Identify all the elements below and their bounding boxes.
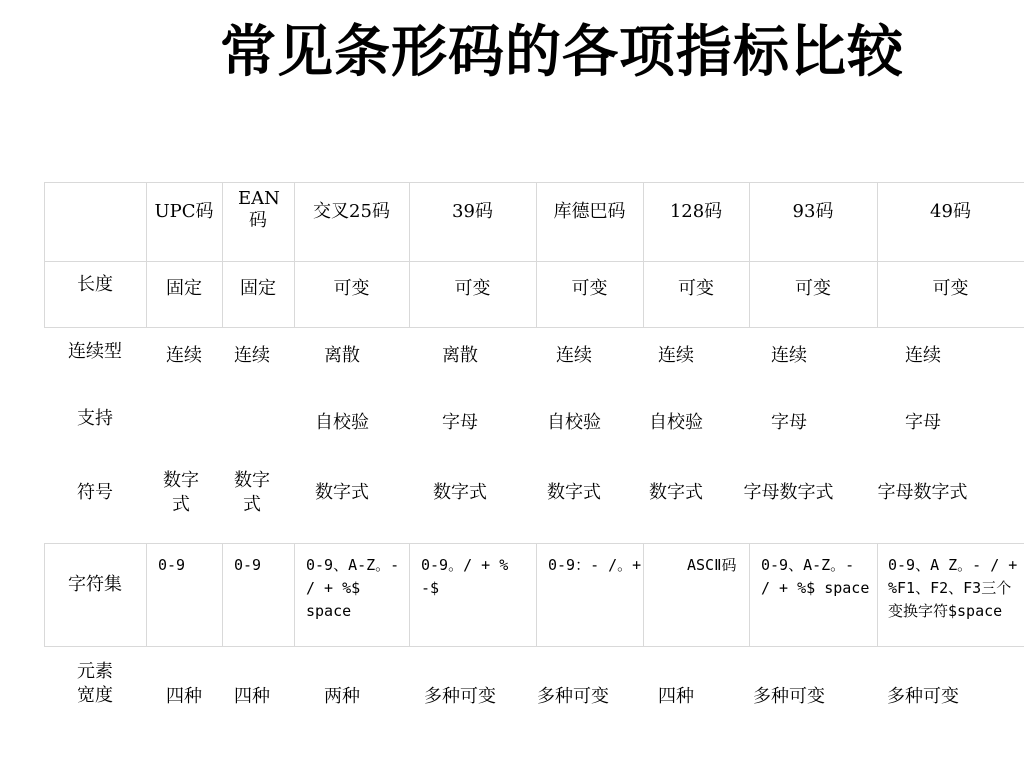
table-cell: 可变 [678, 278, 714, 299]
table-cell: 可变 [454, 278, 491, 299]
grid-line [44, 327, 1024, 328]
grid-line [409, 543, 410, 646]
table-cell: 0-9：- /。+ [548, 556, 642, 574]
grid-line [536, 543, 537, 646]
table-cell: 离散 [442, 345, 478, 366]
table-cell: 四种 [658, 686, 694, 707]
table-cell: ASCⅡ码 [687, 556, 737, 574]
table-cell: 可变 [932, 278, 969, 299]
table-cell: 数字式 [163, 470, 199, 515]
column-header: 93码 [792, 201, 834, 222]
table-cell: 连续 [166, 345, 202, 366]
table-cell: 自校验 [547, 412, 601, 433]
row-label: 支持 [77, 408, 113, 429]
table-cell: 连续 [771, 345, 807, 366]
table-cell: 固定 [240, 278, 276, 299]
grid-line [643, 543, 644, 646]
table-cell: 连续 [905, 345, 941, 366]
table-cell: 多种可变 [887, 686, 959, 707]
table-cell: 0-9。/ + % -$ [421, 556, 509, 597]
column-header: 49码 [930, 201, 971, 222]
column-header: 库德巴码 [553, 201, 626, 222]
table-cell: 0-9、A-Z。- / + %$ space [306, 556, 400, 620]
table-cell: 连续 [234, 345, 270, 366]
grid-line [294, 543, 295, 646]
table-cell: 四种 [234, 686, 270, 707]
column-header: 交叉25码 [313, 201, 390, 222]
grid-line [44, 646, 1024, 647]
table-cell: 字母 [442, 412, 478, 433]
table-cell: 字母数字式 [743, 482, 834, 503]
table-cell: 0-9 [234, 556, 262, 574]
row-label: 连续型 [68, 341, 122, 362]
table-cell: 离散 [324, 345, 360, 366]
table-cell: 字母 [905, 412, 941, 433]
row-label: 长度 [77, 274, 113, 295]
table-cell: 数字式 [649, 482, 703, 503]
column-header: UPC码 [154, 201, 214, 222]
row-label: 元素宽度 [77, 661, 113, 706]
table-cell: 自校验 [315, 412, 369, 433]
grid-line [146, 543, 147, 646]
table-cell: 字母 [771, 412, 807, 433]
table-cell: 连续 [658, 345, 694, 366]
table-cell: 字母数字式 [877, 482, 968, 503]
column-header: 128码 [669, 201, 723, 222]
table-cell: 可变 [571, 278, 608, 299]
table-cell: 数字式 [433, 482, 487, 503]
column-header: EAN码 [238, 188, 280, 231]
row-label: 字符集 [68, 574, 122, 595]
row-label: 符号 [77, 482, 113, 503]
grid-line [222, 543, 223, 646]
table-cell: 自校验 [649, 412, 703, 433]
table-cell: 0-9、A-Z。- / + %$ space [761, 556, 870, 597]
table-cell: 多种可变 [424, 686, 496, 707]
table-cell: 0-9 [158, 556, 186, 574]
grid-line [749, 543, 750, 646]
table-cell: 可变 [333, 278, 370, 299]
comparison-table [44, 182, 1024, 748]
table-cell: 连续 [556, 345, 592, 366]
column-header: 39码 [452, 201, 493, 222]
table-cell: 两种 [324, 686, 360, 707]
grid-line [877, 543, 878, 646]
table-cell: 固定 [166, 278, 202, 299]
table-cell: 四种 [166, 686, 202, 707]
table-cell: 多种可变 [537, 686, 609, 707]
table-cell: 数字式 [315, 482, 369, 503]
grid-line [44, 182, 45, 327]
grid-line [222, 182, 223, 327]
table-cell: 数字式 [547, 482, 601, 503]
table-cell: 数字式 [234, 470, 270, 515]
table-cell: 可变 [795, 278, 831, 299]
table-cell: 多种可变 [753, 686, 825, 707]
table-cell: 0-9、A Z。- / + %F1、F2、F3三个变换字符$space [888, 556, 1018, 620]
page-title: 常见条形码的各项指标比较 [220, 20, 904, 85]
